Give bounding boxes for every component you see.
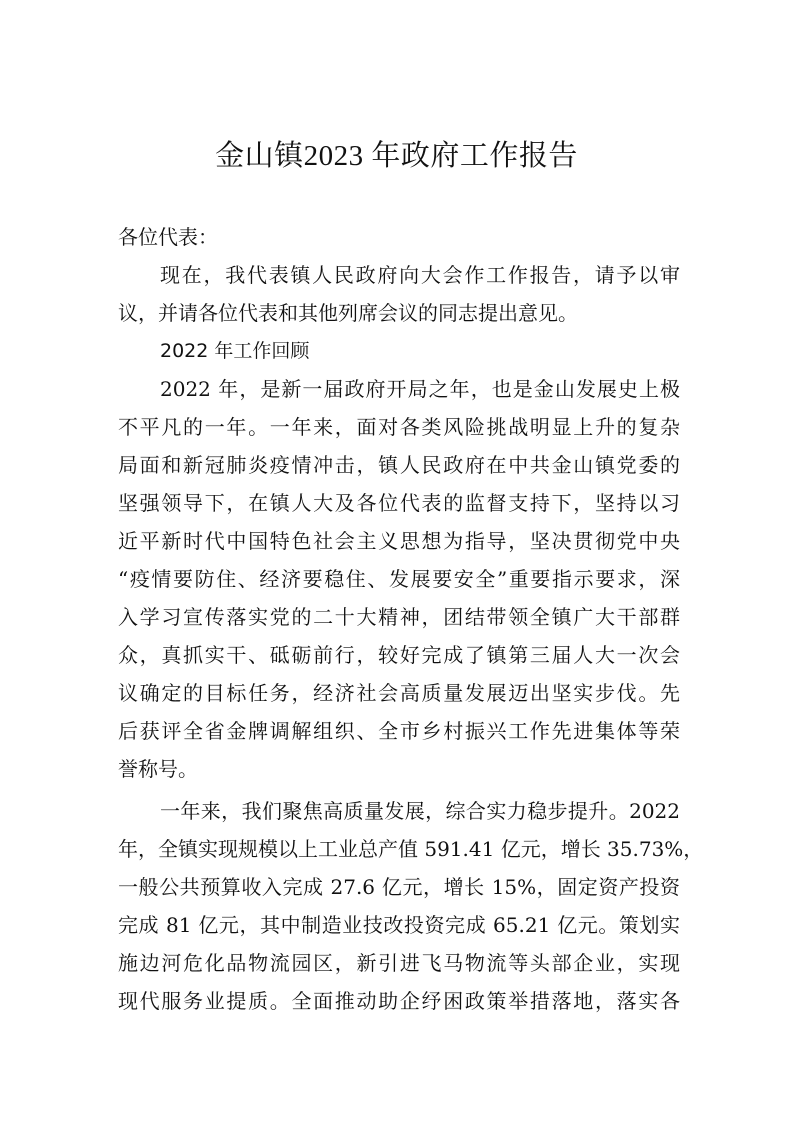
paragraph-line: 一年来，我们聚焦高质量发展，综合实力稳步提升。2022 [160, 799, 680, 823]
intro-line-2: 议，并请各位代表和其他列席会议的同志提出意见。 [118, 301, 578, 325]
paragraph-line: 年，全镇实现规模以上工业总产值 591.41 亿元，增长 35.73%， [118, 837, 704, 861]
paragraph-line: 入学习宣传落实党的二十大精神，团结带领全镇广大干部群 [118, 605, 680, 629]
intro-line-1: 现在，我代表镇人民政府向大会作工作报告，请予以审 [160, 263, 680, 287]
paragraph-line: 施边河危化品物流园区，新引进飞马物流等头部企业，实现 [118, 951, 680, 975]
paragraph-line: 不平凡的一年。一年来，面对各类风险挑战明显上升的复杂 [118, 415, 680, 439]
paragraph-line: 后获评全省金牌调解组织、全市乡村振兴工作先进集体等荣 [118, 719, 680, 743]
paragraph-line: 完成 81 亿元，其中制造业技改投资完成 65.21 亿元。策划实 [118, 913, 680, 937]
paragraph-line: 一般公共预算收入完成 27.6 亿元，增长 15%，固定资产投资 [118, 875, 680, 899]
paragraph-line: 议确定的目标任务，经济社会高质量发展迈出坚实步伐。先 [118, 681, 680, 705]
paragraph-line: 坚强领导下，在镇人大及各位代表的监督支持下，坚持以习 [118, 491, 680, 515]
paragraph-line: 现代服务业提质。全面推动助企纾困政策举措落地，落实各 [118, 989, 680, 1013]
paragraph-line: 2022 年，是新一届政府开局之年，也是金山发展史上极 [160, 377, 680, 401]
document-title: 金山镇2023 年政府工作报告 [215, 140, 578, 172]
paragraph-line: 誉称号。 [118, 757, 198, 781]
salutation: 各位代表： [118, 225, 218, 249]
paragraph-line: “疫情要防住、经济要稳住、发展要安全”重要指示要求，深 [118, 567, 680, 591]
paragraph-line: 众，真抓实干、砥砺前行，较好完成了镇第三届人大一次会 [118, 643, 680, 667]
section-heading: 2022 年工作回顾 [160, 340, 310, 362]
paragraph-line: 近平新时代中国特色社会主义思想为指导，坚决贯彻党中央 [118, 529, 680, 553]
paragraph-line: 局面和新冠肺炎疫情冲击，镇人民政府在中共金山镇党委的 [118, 453, 680, 477]
